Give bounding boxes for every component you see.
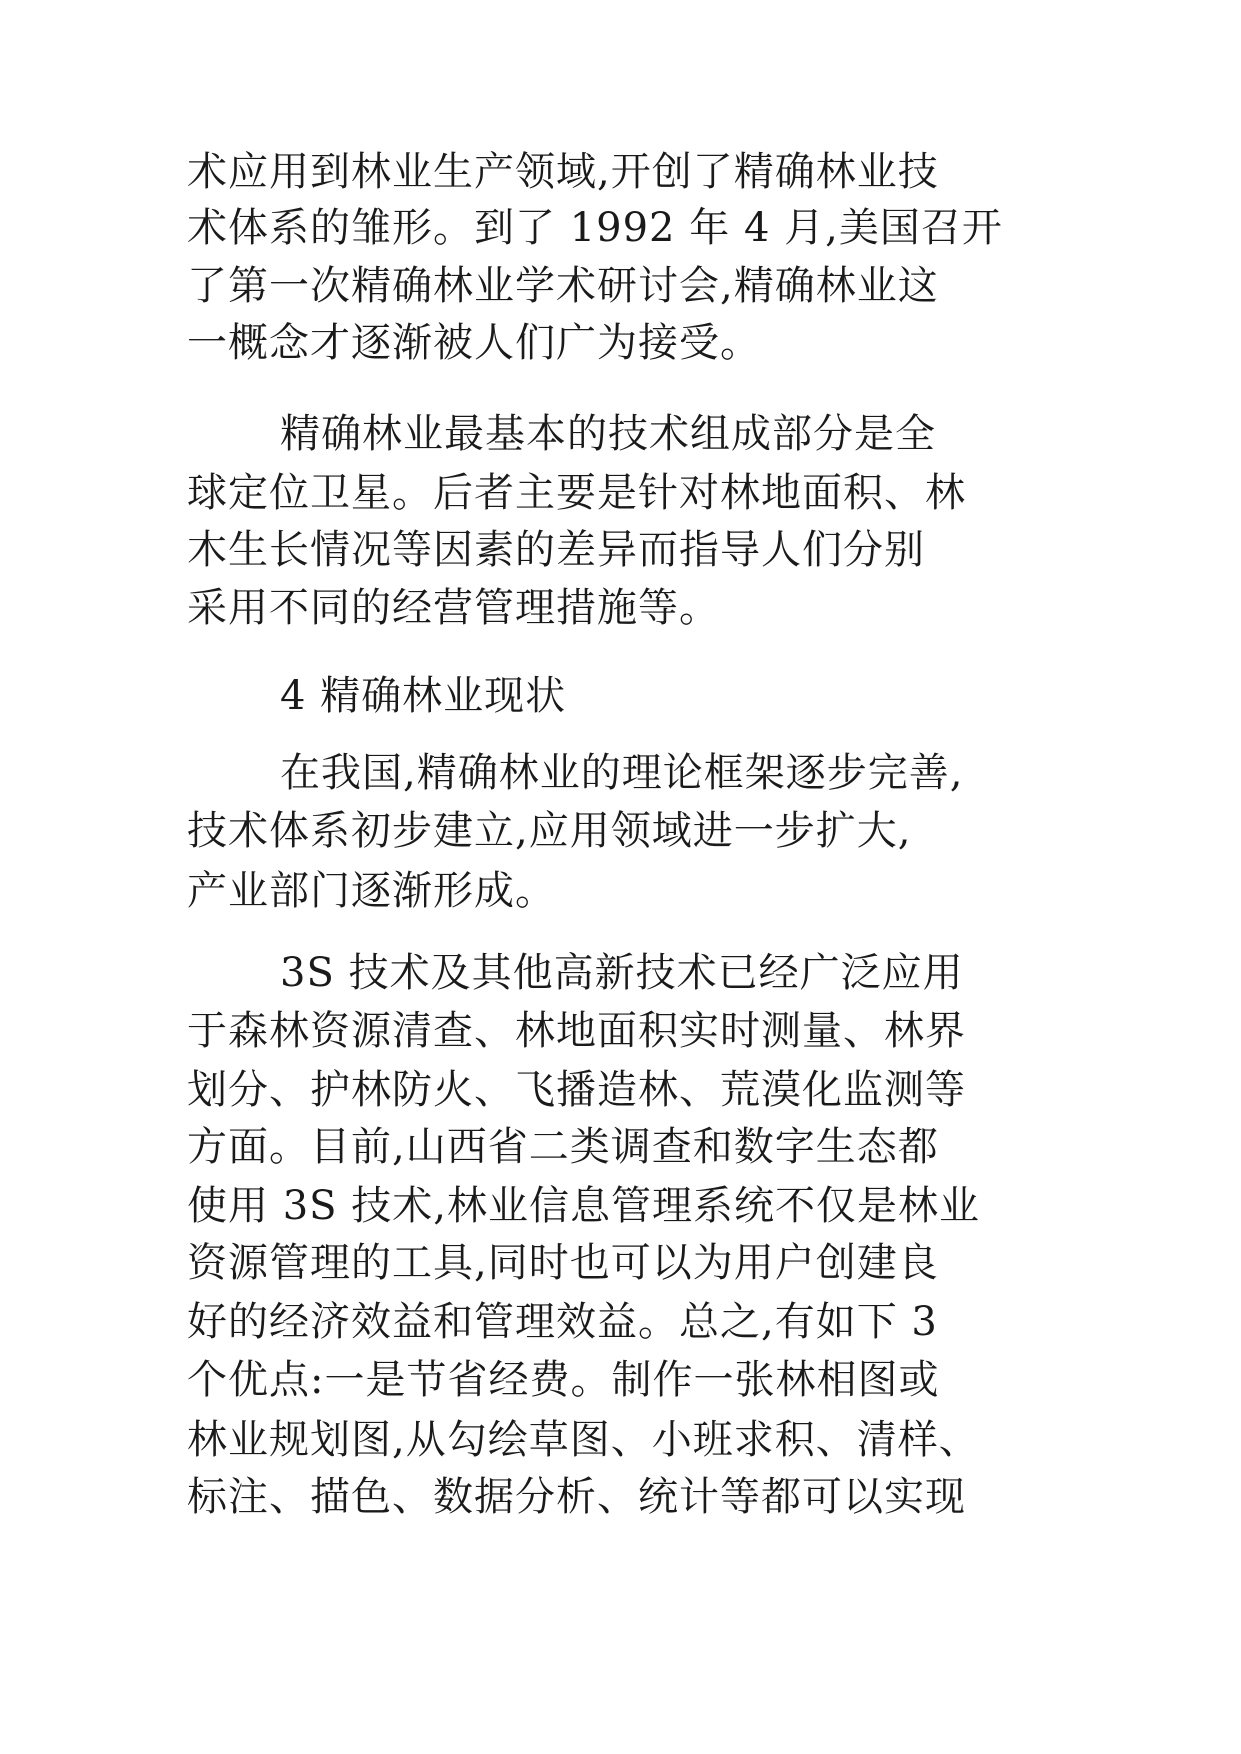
text-line: 一概念才逐渐被人们广为接受。 — [187, 320, 761, 366]
paragraph-first-line: 精确林业最基本的技术组成部分是全 — [280, 411, 936, 457]
text-line: 术应用到林业生产领域,开创了精确林业技 — [187, 149, 939, 195]
text-line: 球定位卫星。后者主要是针对林地面积、林 — [187, 470, 966, 516]
text-line: 产业部门逐渐形成。 — [187, 868, 556, 914]
text-line: 划分、护林防火、飞播造林、荒漠化监测等 — [187, 1067, 966, 1113]
text-line: 采用不同的经营管理措施等。 — [187, 585, 720, 631]
paragraph-first-line: 在我国,精确林业的理论框架逐步完善, — [280, 750, 964, 796]
text-line: 标注、描色、数据分析、统计等都可以实现 — [187, 1474, 966, 1520]
text-line: 个优点:一是节省经费。制作一张林相图或 — [187, 1357, 940, 1403]
text-line: 术体系的雏形。到了 1992 年 4 月,美国召开 — [187, 205, 1003, 251]
text-line: 林业规划图,从勾绘草图、小班求积、清样、 — [187, 1417, 980, 1463]
text-line: 方面。目前,山西省二类调查和数字生态都 — [187, 1124, 939, 1170]
text-line: 资源管理的工具,同时也可以为用户创建良 — [187, 1240, 939, 1286]
text-line: 于森林资源清查、林地面积实时测量、林界 — [187, 1008, 966, 1054]
text-line: 了第一次精确林业学术研讨会,精确林业这 — [187, 263, 939, 309]
text-line: 木生长情况等因素的差异而指导人们分别 — [187, 527, 925, 573]
paragraph-first-line: 3S 技术及其他高新技术已经广泛应用 — [280, 950, 964, 996]
section-heading: 4 精确林业现状 — [280, 673, 567, 719]
text-line: 技术体系初步建立,应用领域进一步扩大, — [187, 808, 912, 854]
text-line: 使用 3S 技术,林业信息管理系统不仅是林业 — [187, 1183, 980, 1229]
text-line: 好的经济效益和管理效益。总之,有如下 3 — [187, 1299, 938, 1345]
